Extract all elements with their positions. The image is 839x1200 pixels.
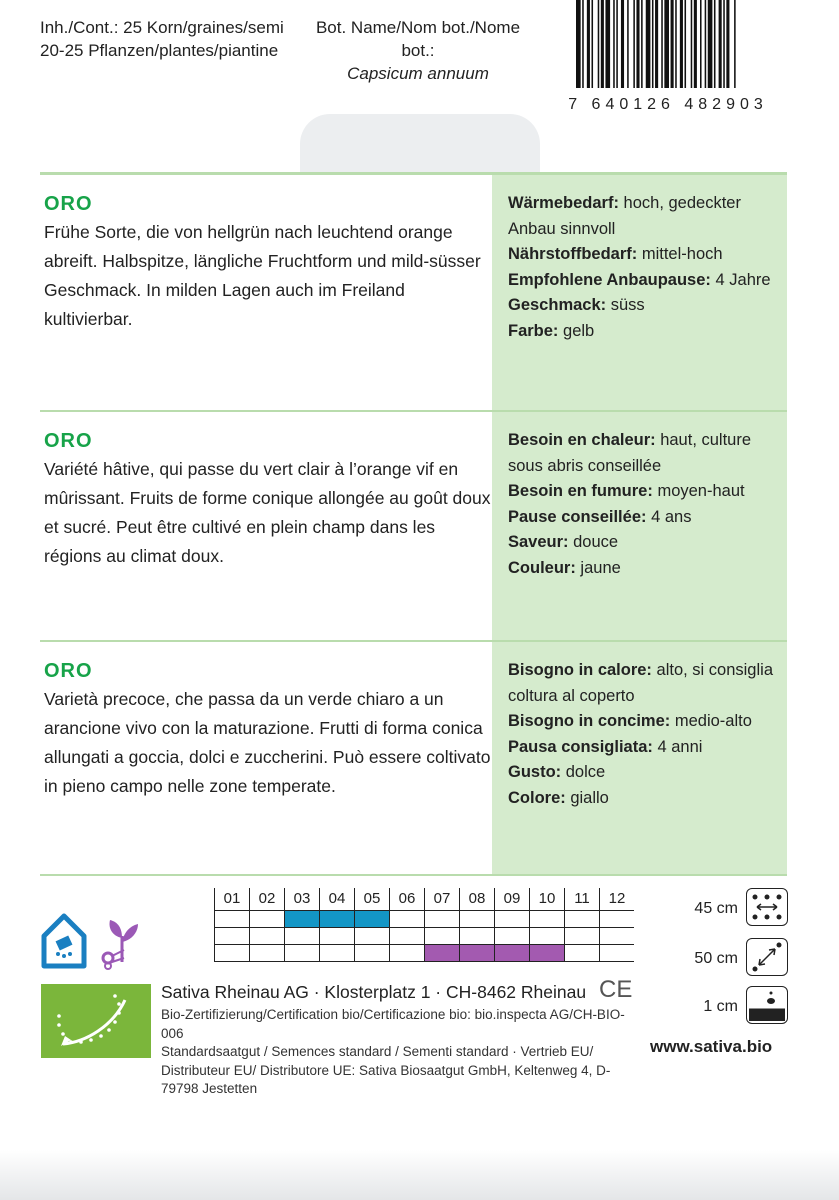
- harvest-cell: [425, 945, 460, 962]
- sowing-depth-value: 1 cm: [703, 998, 738, 1015]
- property-row: Bisogno in calore: alto, si consiglia coltura al coperto: [508, 661, 773, 705]
- barcode-bar: [719, 0, 722, 88]
- calendar-month-05: 05: [355, 888, 390, 911]
- description-block: [40, 642, 492, 801]
- plant-spacing: [660, 938, 788, 978]
- greenhouse-sowing-icon: [40, 912, 88, 970]
- section-divider: [40, 874, 787, 876]
- barcode-bar: [633, 0, 635, 88]
- calendar-month-09: 09: [495, 888, 530, 911]
- barcode-bar: [726, 0, 729, 88]
- property-row: Wärmebedarf: hoch, gedeckter Anbau sinnvoll: [508, 194, 741, 238]
- barcode-bar: [661, 0, 663, 88]
- packet-bottom-fold: [0, 1150, 839, 1200]
- property-row: Farbe: gelb: [508, 321, 595, 340]
- sowing-depth: [660, 986, 788, 1026]
- calendar-cell: [320, 928, 355, 945]
- sowing-cell: [320, 911, 355, 928]
- variety-description: Frühe Sorte, die von hellgrün nach leuchtend orange abreift. Halbspitze, längliche Fruchtform und mild-süsser Geschmack. In milden Lagen auch im Freiland kultivierbar.: [44, 222, 481, 329]
- barcode-bar: [616, 0, 618, 88]
- barcode-bar: [598, 0, 600, 88]
- barcode-bar: [708, 0, 713, 88]
- calendar-cell: [250, 911, 285, 928]
- row-spacing: [660, 888, 788, 928]
- content-info: [40, 16, 284, 62]
- sowing-depth-icon: [746, 986, 788, 1024]
- sowing-cell: [355, 911, 390, 928]
- packet-edge: [0, 70, 100, 180]
- sowing-cell: [285, 911, 320, 928]
- calendar-cell: [600, 928, 635, 945]
- properties-list: [492, 642, 787, 811]
- property-row: Couleur: jaune: [508, 558, 621, 577]
- barcode: [574, 0, 782, 90]
- variety-description: Varietà precoce, che passa da un verde chiaro a un arancione vivo con la maturazione. Frutti di forma conica allungati a goccia, dolci e zuccherini. Può essere coltivato in pieno campo nelle zone temperate.: [44, 689, 491, 796]
- website-link[interactable]: www.sativa.bio: [650, 1037, 773, 1056]
- property-row: Bisogno in concime: medio-alto: [508, 712, 752, 730]
- row-spacing-icon: [746, 888, 788, 926]
- description-block: [40, 412, 492, 571]
- barcode-bar: [664, 0, 669, 88]
- property-row: Gusto: dolce: [508, 763, 606, 781]
- calendar-month-02: 02: [250, 888, 285, 911]
- description-block: [40, 175, 492, 334]
- plant-spacing-icon: [746, 938, 788, 976]
- variety-title: ORO: [44, 660, 93, 682]
- plant-spacing-value: 50 cm: [694, 950, 738, 967]
- sowing-harvest-calendar: [214, 888, 634, 962]
- calendar-month-03: 03: [285, 888, 320, 911]
- variety-title: ORO: [44, 193, 93, 215]
- calendar-cell: [355, 928, 390, 945]
- barcode-bar: [691, 0, 693, 88]
- property-row: Empfohlene Anbaupause: 4 Jahre: [508, 270, 771, 289]
- barcode-bar: [576, 0, 581, 88]
- barcode-bar: [641, 0, 643, 88]
- barcode-bar: [655, 0, 658, 88]
- botanical-name: Capsicum annuum: [347, 64, 489, 83]
- harvest-cell: [460, 945, 495, 962]
- section-german: [40, 175, 787, 410]
- barcode-bar: [714, 0, 716, 88]
- content-plants: 20-25 Pflanzen/plantes/piantine: [40, 41, 279, 60]
- calendar-cell: [460, 928, 495, 945]
- calendar-cell: [600, 911, 635, 928]
- calendar-month-07: 07: [425, 888, 460, 911]
- calendar-cell: [530, 928, 565, 945]
- barcode-bar: [605, 0, 610, 88]
- calendar-cell: [390, 945, 425, 962]
- barcode-bar: [582, 0, 584, 88]
- hang-tab-cutout: [300, 114, 540, 174]
- properties-list: [492, 175, 787, 344]
- transplant-icon: [94, 910, 150, 970]
- barcode-bar: [671, 0, 674, 88]
- barcode-bar: [705, 0, 707, 88]
- calendar-cell: [250, 945, 285, 962]
- distribution-line: Standardsaatgut / Semences standard / Sementi standard · Vertrieb EU/ Distributeur EU/ Distributore UE: Sativa Biosaatgut GmbH, Keltenweg 4, D-79798 Jestetten: [161, 1044, 611, 1096]
- calendar-cell: [495, 911, 530, 928]
- harvest-cell: [530, 945, 565, 962]
- certification-text: [161, 1006, 641, 1099]
- calendar-cell: [390, 928, 425, 945]
- section-french: [40, 412, 787, 640]
- calendar-cell: [530, 911, 565, 928]
- property-row: Colore: giallo: [508, 788, 609, 807]
- calendar-month-08: 08: [460, 888, 495, 911]
- calendar-month-11: 11: [565, 888, 600, 911]
- calendar-cell: [425, 911, 460, 928]
- variety-description: Variété hâtive, qui passe du vert clair à l’orange vif en mûrissant. Fruits de forme conique allongée au goût doux et sucré. Peut être cultivé en plein champ dans les régions au climat doux.: [44, 459, 491, 566]
- barcode-bar: [680, 0, 683, 88]
- calendar-cell: [215, 911, 250, 928]
- properties-panel: [492, 412, 787, 640]
- calendar-cell: [565, 945, 600, 962]
- calendar-cell: [565, 911, 600, 928]
- calendar-cell: [320, 945, 355, 962]
- calendar-cell: [215, 928, 250, 945]
- barcode-bar: [636, 0, 639, 88]
- barcode-bar: [627, 0, 629, 88]
- barcode-bar: [723, 0, 725, 88]
- calendar-cell: [215, 945, 250, 962]
- properties-panel: [492, 642, 787, 874]
- barcode-bar: [592, 0, 594, 88]
- barcode-bar: [675, 0, 677, 88]
- variety-title: ORO: [44, 430, 93, 452]
- calendar-cell: [250, 928, 285, 945]
- barcode-bar: [734, 0, 736, 88]
- row-spacing-value: 45 cm: [694, 900, 738, 917]
- calendar-cell: [565, 928, 600, 945]
- calendar-month-10: 10: [530, 888, 565, 911]
- barcode-number: 7 640126 482903: [568, 96, 768, 113]
- property-row: Besoin en fumure: moyen-haut: [508, 482, 745, 500]
- calendar-month-01: 01: [215, 888, 250, 911]
- barcode-bar: [652, 0, 654, 88]
- calendar-cell: [355, 945, 390, 962]
- barcode-bar: [646, 0, 651, 88]
- barcode-bar: [587, 0, 590, 88]
- certification-line: Bio-Zertifizierung/Certification bio/Certificazione bio: bio.inspecta AG/CH-BIO-006: [161, 1007, 625, 1041]
- property-row: Saveur: douce: [508, 533, 619, 551]
- calendar-cell: [460, 911, 495, 928]
- calendar-cell: [600, 945, 635, 962]
- botanical-label: Bot. Name/Nom bot./Nome bot.:: [315, 18, 521, 60]
- company-address: Sativa Rheinau AG · Klosterplatz 1 · CH-8462 Rheinau: [161, 982, 587, 1002]
- calendar-cell: [425, 928, 460, 945]
- property-row: Pausa consigliata: 4 anni: [508, 737, 703, 756]
- calendar-month-06: 06: [390, 888, 425, 911]
- ce-mark: CE: [599, 976, 633, 1003]
- properties-panel: [492, 175, 787, 410]
- property-row: Pause conseillée: 4 ans: [508, 507, 692, 526]
- barcode-bar: [621, 0, 624, 88]
- property-row: Geschmack: süss: [508, 296, 645, 314]
- harvest-cell: [495, 945, 530, 962]
- barcode-bar: [694, 0, 697, 88]
- property-row: Besoin en chaleur: haut, culture sous abris conseillée: [508, 431, 752, 475]
- content-quantity: Inh./Cont.: 25 Korn/graines/semi: [40, 18, 284, 37]
- properties-list: [492, 412, 787, 581]
- calendar-month-12: 12: [600, 888, 635, 911]
- barcode-bar: [613, 0, 615, 88]
- calendar-cell: [285, 945, 320, 962]
- calendar-cell: [285, 928, 320, 945]
- botanical-name-block: [302, 16, 534, 85]
- barcode-bar: [685, 0, 687, 88]
- barcode-bar: [601, 0, 604, 88]
- calendar-cell: [390, 911, 425, 928]
- eu-organic-logo: [41, 984, 151, 1058]
- calendar-month-04: 04: [320, 888, 355, 911]
- section-italian: [40, 642, 787, 874]
- barcode-bar: [700, 0, 702, 88]
- property-row: Nährstoffbedarf: mittel-hoch: [508, 245, 723, 263]
- calendar-cell: [495, 928, 530, 945]
